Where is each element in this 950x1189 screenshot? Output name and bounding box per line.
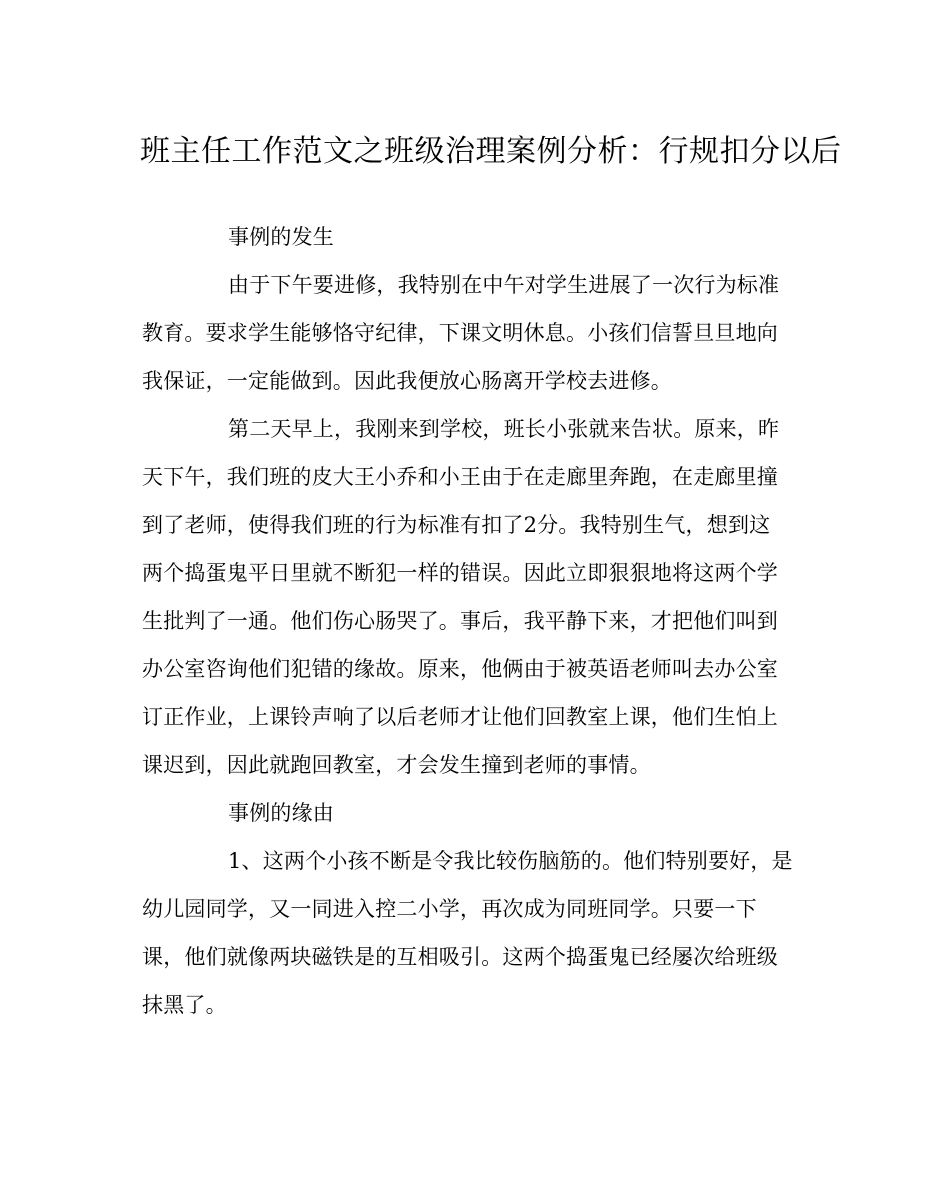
paragraph-line: 教育。要求学生能够恪守纪律，下课文明休息。小孩们信誓旦旦地向 bbox=[142, 321, 778, 345]
document-title: 班主任工作范文之班级治理案例分析：行规扣分以后 bbox=[140, 134, 842, 169]
paragraph-line: 我保证，一定能做到。因此我便放心肠离开学校去进修。 bbox=[142, 369, 672, 393]
section-heading: 事例的发生 bbox=[228, 225, 334, 249]
paragraph-line: 由于下午要进修，我特别在中午对学生进展了一次行为标准 bbox=[228, 273, 780, 297]
paragraph-line: 天下午，我们班的皮大王小乔和小王由于在走廊里奔跑，在走廊里撞 bbox=[142, 465, 778, 489]
paragraph-line: 到了老师，使得我们班的行为标准有扣了2分。我特别生气，想到这 bbox=[142, 513, 771, 537]
paragraph-line: 1、这两个小孩不断是令我比较伤脑筋的。他们特别要好，是 bbox=[228, 849, 793, 873]
paragraph-line: 课迟到，因此就跑回教室，才会发生撞到老师的事情。 bbox=[142, 753, 651, 777]
paragraph-line: 幼儿园同学，又一同进入控二小学，再次成为同班同学。只要一下 bbox=[142, 897, 757, 921]
paragraph-line: 生批判了一通。他们伤心肠哭了。事后，我平静下来，才把他们叫到 bbox=[142, 609, 778, 633]
paragraph-line: 第二天早上，我刚来到学校，班长小张就来告状。原来，昨 bbox=[228, 417, 780, 441]
paragraph-line: 课，他们就像两块磁铁是的互相吸引。这两个捣蛋鬼已经屡次给班级 bbox=[142, 945, 778, 969]
paragraph-line: 抹黑了。 bbox=[142, 993, 227, 1017]
paragraph-line: 订正作业，上课铃声响了以后老师才让他们回教室上课，他们生怕上 bbox=[142, 705, 778, 729]
paragraph-line: 两个捣蛋鬼平日里就不断犯一样的错误。因此立即狠狠地将这两个学 bbox=[142, 561, 778, 585]
section-heading: 事例的缘由 bbox=[228, 801, 334, 825]
paragraph-line: 办公室咨询他们犯错的缘故。原来，他俩由于被英语老师叫去办公室 bbox=[142, 657, 778, 681]
